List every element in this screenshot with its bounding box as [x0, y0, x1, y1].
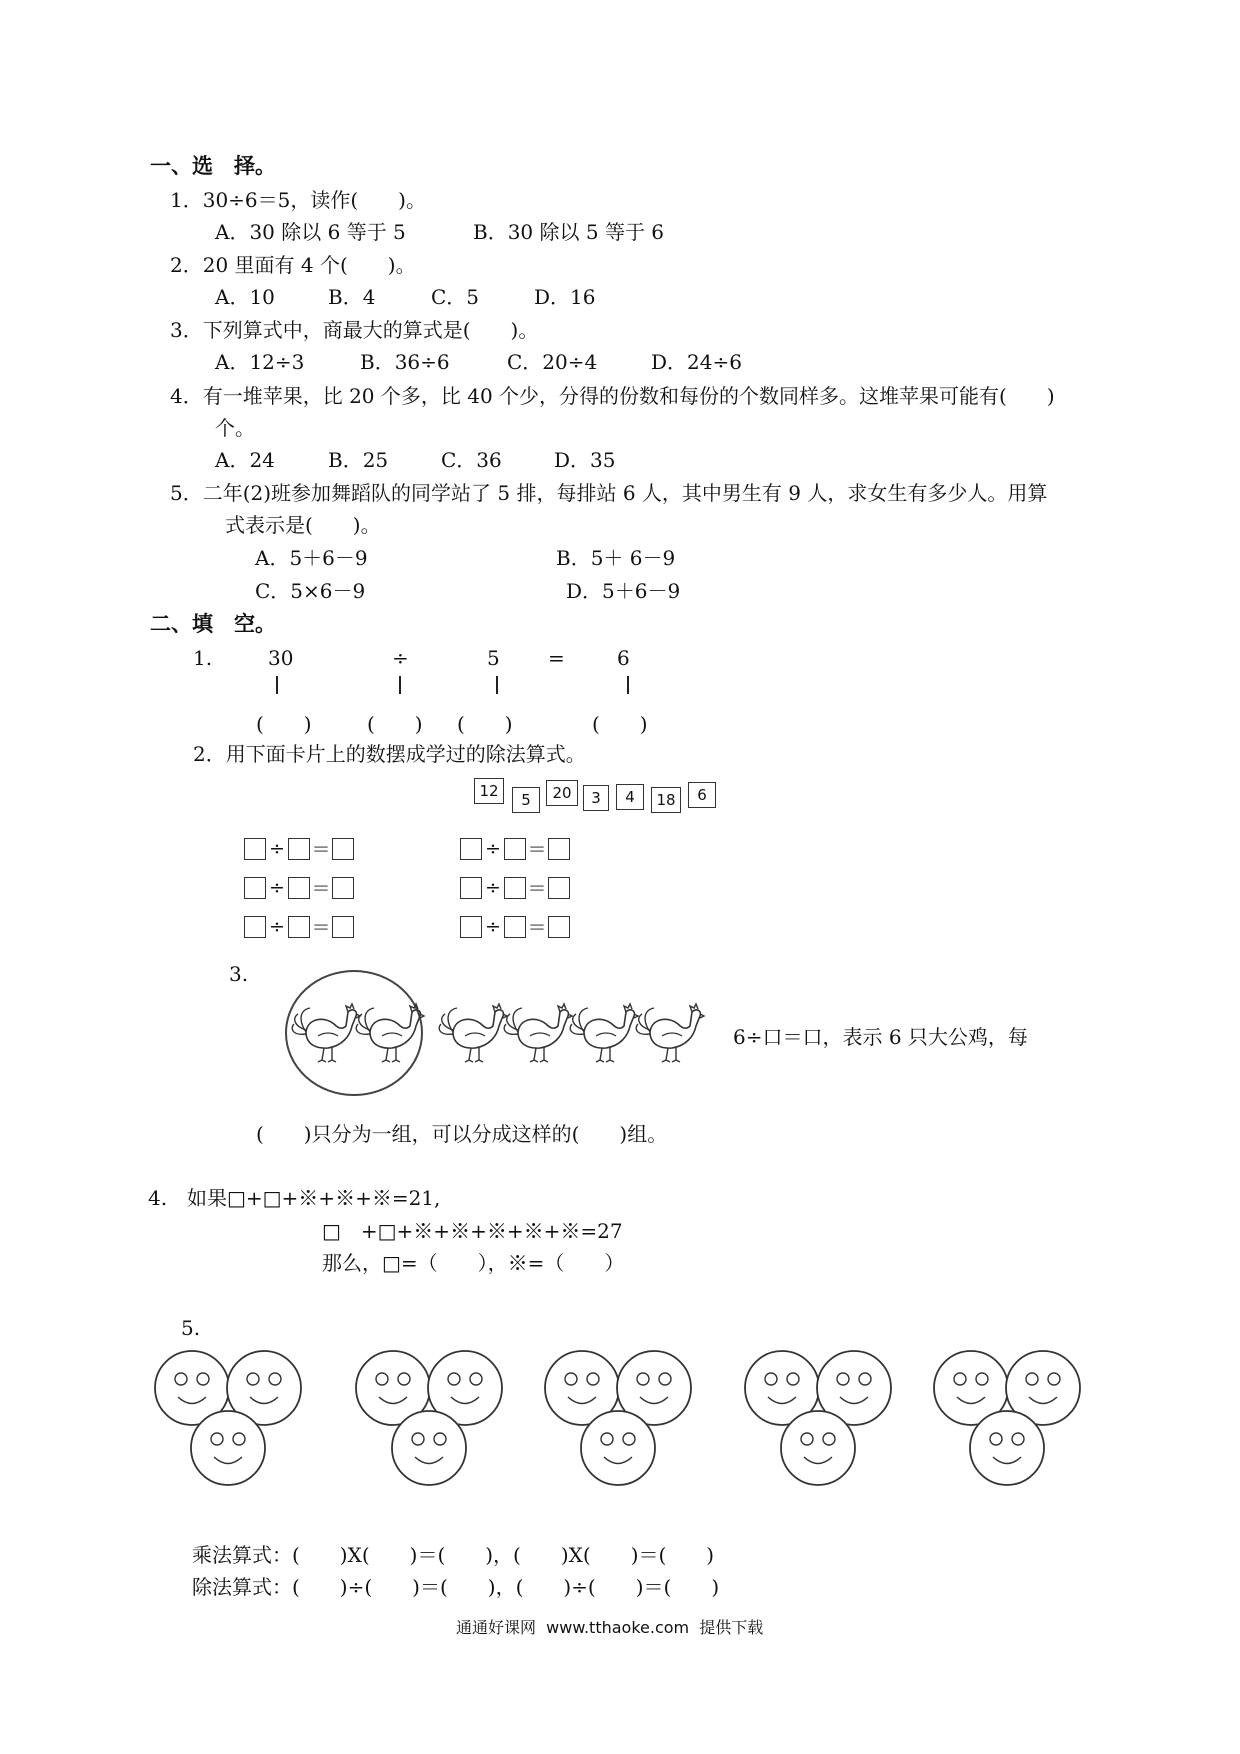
question-3: 3．下列算式中，商最大的算式是( )。: [170, 318, 539, 342]
division-equation-blank[interactable]: ÷ ＝: [244, 835, 354, 862]
fill-q4-line3: 那么，□=（ ），※=（ ）: [322, 1251, 625, 1275]
multiplication-answer-line[interactable]: 乘法算式：( )X( )＝( )，( )X( )＝( ): [192, 1543, 715, 1567]
fill-q4-number: 4.: [148, 1186, 168, 1210]
fill-q3-number: 3.: [229, 962, 249, 986]
fill-q3-text: 6÷口＝口，表示 6 只大公鸡，每: [733, 1025, 1028, 1049]
smiley-group: [155, 1351, 301, 1485]
q5-option-c: C．5×6－9: [255, 579, 366, 603]
answer-blank[interactable]: ( ): [367, 712, 423, 736]
eq-part-divide-sign: ÷: [392, 646, 409, 670]
question-5-cont: 式表示是( )。: [225, 513, 381, 537]
section-1-heading: 一、选 择。: [150, 153, 276, 178]
answer-blank[interactable]: ( ): [592, 712, 648, 736]
question-4-cont: 个。: [215, 416, 255, 440]
fill-q2-text: 2．用下面卡片上的数摆成学过的除法算式。: [193, 742, 586, 766]
smiley-face-icon: [581, 1411, 655, 1485]
question-4: 4．有一堆苹果，比 20 个多，比 40 个少，分得的份数和每份的个数同样多。这堆苹果可能有( ): [170, 384, 1055, 408]
q4-option-a: A．24: [215, 448, 275, 472]
smiley-group: [545, 1351, 691, 1485]
smiley-face-icon: [191, 1411, 265, 1485]
eq-part-divisor: 5: [487, 646, 500, 670]
q3-option-c: C．20÷4: [507, 350, 598, 374]
number-card: 6: [688, 782, 716, 808]
eq-part-quotient: 6: [617, 646, 630, 670]
eq-part-dividend: 30: [268, 646, 294, 670]
smiley-face-icons: [155, 1351, 1080, 1485]
answer-blank[interactable]: ( ): [256, 712, 312, 736]
q5-option-b: B．5＋ 6－9: [556, 546, 676, 570]
q4-option-d: D．35: [554, 448, 616, 472]
smiley-face-icon: [970, 1411, 1044, 1485]
smiley-face-icon: [392, 1411, 466, 1485]
question-2: 2．20 里面有 4 个( )。: [170, 253, 416, 277]
section-2-heading: 二、填 空。: [150, 611, 276, 636]
q1-option-a: A．30 除以 6 等于 5: [215, 220, 406, 244]
division-equation-blank[interactable]: ÷ ＝: [460, 874, 570, 901]
fill-q4-line2: □ +□+※+※+※+※+※=27: [322, 1219, 623, 1243]
fill-q4-line1: 如果□+□+※+※+※=21,: [187, 1186, 441, 1210]
division-equation-blank[interactable]: ÷ ＝: [460, 835, 570, 862]
q3-option-a: A．12÷3: [215, 350, 305, 374]
q2-option-a: A．10: [215, 285, 275, 309]
q5-option-a: A．5＋6－9: [255, 546, 368, 570]
footer-credit: 通通好课网 www.tthaoke.com 提供下载: [456, 1618, 764, 1637]
smiley-group: [934, 1351, 1080, 1485]
q2-option-d: D．16: [534, 285, 596, 309]
division-answer-line[interactable]: 除法算式：( )÷( )＝( )，( )÷( )＝( ): [192, 1575, 720, 1599]
eq-part-equals: =: [548, 646, 565, 670]
smiley-group: [356, 1351, 502, 1485]
q4-option-b: B．25: [328, 448, 389, 472]
q3-option-b: B．36÷6: [360, 350, 450, 374]
number-card: 18: [651, 787, 681, 813]
q3-option-d: D．24÷6: [651, 350, 742, 374]
q5-option-d: D．5＋6－9: [566, 579, 681, 603]
division-equation-blank[interactable]: ÷ ＝: [460, 913, 570, 940]
division-equation-blank[interactable]: ÷ ＝: [244, 913, 354, 940]
number-card: 12: [474, 778, 504, 804]
q1-option-b: B．30 除以 5 等于 6: [473, 220, 665, 244]
q4-option-c: C．36: [441, 448, 502, 472]
question-1: 1．30÷6＝5，读作( )。: [170, 188, 426, 212]
fill-q1-number: 1.: [193, 646, 213, 670]
q2-option-b: B．4: [328, 285, 376, 309]
q2-option-c: C．5: [431, 285, 480, 309]
division-equation-blank[interactable]: ÷ ＝: [244, 874, 354, 901]
number-card: 5: [512, 787, 540, 813]
question-5: 5．二年(2)班参加舞蹈队的同学站了 5 排，每排站 6 人，其中男生有 9 人，求女生有多少人。用算: [170, 481, 1048, 505]
fill-q3-text-cont: ( )只分为一组，可以分成这样的( )组。: [256, 1122, 668, 1146]
number-card: 20: [546, 780, 578, 806]
fill-q5-number: 5.: [181, 1316, 201, 1340]
number-card: 4: [616, 784, 644, 810]
smiley-face-icon: [781, 1411, 855, 1485]
number-card: 3: [583, 785, 609, 811]
answer-blank[interactable]: ( ): [457, 712, 513, 736]
smiley-group: [745, 1351, 891, 1485]
